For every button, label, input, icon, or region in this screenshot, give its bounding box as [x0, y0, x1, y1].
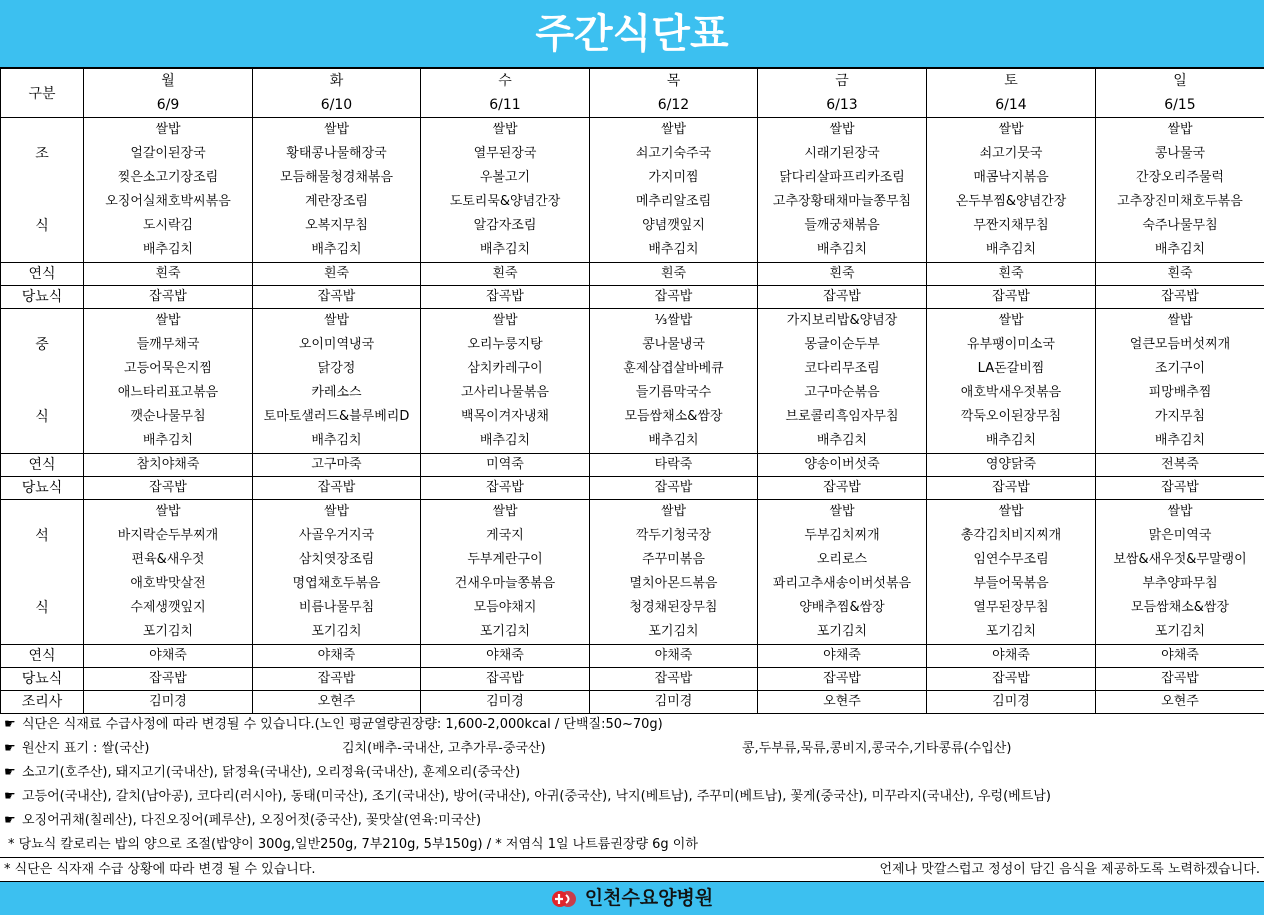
menu-item: 쇠고기숙주국 [635, 146, 712, 161]
menu-item: 고구마순볶음 [804, 385, 880, 400]
soft-diet-item: 야채죽 [590, 645, 758, 668]
header-row [1, 69, 1264, 118]
menu-item: 피망배추찜 [1148, 385, 1212, 400]
menu-item: 고추장황태채마늘쫑무침 [772, 194, 912, 209]
soft-diet-item: 야채죽 [927, 645, 1096, 668]
diabetic-diet-item: 잡곡밥 [421, 477, 590, 500]
breakfast-label [1, 118, 84, 263]
cook-row [1, 691, 1264, 714]
menu-item: 총각김치비지찌개 [960, 528, 1062, 543]
diabetic-diet-item: 잡곡밥 [590, 477, 758, 500]
breakfast-day-cell [758, 118, 927, 263]
cook-name: 오현주 [758, 691, 927, 714]
diabetic-diet-item: 잡곡밥 [927, 477, 1096, 500]
menu-item: 청경채된장무침 [629, 600, 718, 615]
cook-name: 오현주 [253, 691, 421, 714]
diabetic-diet-item: 잡곡밥 [927, 668, 1096, 691]
page-title: 주간식단표 [0, 0, 1264, 68]
cook-name: 김미경 [927, 691, 1096, 714]
menu-item: 알감자조림 [473, 218, 537, 233]
notes-section [0, 713, 1264, 857]
lunch-day-cell [421, 309, 590, 454]
pointing-hand-icon: ☛ [4, 717, 16, 732]
dinner-day-cell [421, 500, 590, 645]
cook-name: 김미경 [421, 691, 590, 714]
menu-item: 토마토샐러드&블루베리D [263, 409, 410, 424]
soft-diet-item: 참치야채죽 [84, 454, 253, 477]
menu-item: 쌀밥 [1167, 313, 1193, 328]
menu-item: 얼큰모듬버섯찌개 [1129, 337, 1231, 352]
menu-item: 쌀밥 [323, 313, 350, 328]
menu-item: 오복지무침 [305, 218, 368, 233]
diabetic-diet-item: 잡곡밥 [1096, 286, 1264, 309]
menu-item: 콩나물냉국 [642, 337, 705, 352]
breakfast-day-cell [927, 118, 1096, 263]
diabetic-diet-item: 잡곡밥 [84, 286, 253, 309]
breakfast-label-bottom: 식 [35, 218, 49, 234]
menu-item: 닭다리살파프리카조림 [779, 170, 905, 185]
cook-label: 조리사 [1, 691, 84, 714]
diabetic-diet-item: 잡곡밥 [253, 286, 421, 309]
menu-item: 도토리묵&양념간장 [449, 194, 561, 209]
menu-item: 꽈리고추새송이버섯볶음 [772, 576, 912, 591]
menu-item: 쌀밥 [1167, 504, 1193, 519]
menu-item: 매콤낙지볶음 [973, 170, 1049, 185]
diabetic-diet-item: 잡곡밥 [253, 477, 421, 500]
breakfast-day-cell [84, 118, 253, 263]
menu-item: 삼치엿장조림 [298, 552, 375, 567]
menu-item: 계란장조림 [305, 194, 368, 209]
menu-item: 모듬해물청경채볶음 [279, 170, 394, 185]
menu-item: 쌀밥 [323, 504, 350, 519]
day-name: 일 [1173, 73, 1187, 89]
diabetic-diet-item: 잡곡밥 [758, 668, 927, 691]
lunch-day-cell [927, 309, 1096, 454]
menu-item: 유부팽이미소국 [967, 337, 1055, 352]
dinner-row [1, 500, 1264, 645]
dinner-label-top: 석 [35, 528, 49, 544]
soft-diet-item: 야채죽 [421, 645, 590, 668]
note-line: ☛ 오징어귀채(칠레산), 다진오징어(페루산), 오징어젓(중국산), 꽃맛살(연육:미국산) [0, 809, 1264, 833]
day-name: 수 [498, 73, 512, 89]
menu-item: 배추김치 [1154, 242, 1206, 257]
diabetic-diet-label: 당뇨식 [1, 286, 84, 309]
menu-item: 쌀밥 [492, 504, 518, 519]
menu-item: 들기름막국수 [635, 385, 712, 400]
menu-item: 명엽채호두볶음 [292, 576, 381, 591]
menu-item: 임연수무조림 [973, 552, 1049, 567]
day-date: 6/12 [657, 97, 690, 113]
breakfast-day-cell [253, 118, 421, 263]
day-name: 금 [835, 73, 849, 89]
menu-item: 무짠지채무침 [973, 218, 1049, 233]
soft-diet-item: 흰죽 [590, 263, 758, 286]
note-line: * 당뇨식 칼로리는 밥의 양으로 조절(밥양이 300g,일반250g, 7부210g, 5부150g) / * 저염식 1일 나트륨권장량 6g 이하 [8, 837, 698, 852]
menu-item: 오리누룽지탕 [467, 337, 543, 352]
menu-item: 수제생깻잎지 [130, 600, 206, 615]
menu-item: 배추김치 [142, 242, 194, 257]
menu-item: 코다리무조림 [804, 361, 880, 376]
menu-table [0, 68, 1264, 714]
menu-item: 황태콩나물해장국 [286, 146, 387, 161]
lunch-soft-diet-row [1, 454, 1264, 477]
menu-item: 두부계란구이 [467, 552, 543, 567]
menu-item: 쌀밥 [660, 122, 687, 137]
brand-bar [0, 881, 1264, 915]
breakfast-diabetic-diet-row [1, 286, 1264, 309]
menu-item: 배추김치 [1154, 433, 1206, 448]
menu-item: 비름나물무침 [298, 600, 375, 615]
menu-item: 쌀밥 [492, 313, 518, 328]
menu-item: 애호박맛살전 [130, 576, 206, 591]
menu-item: 오리로스 [816, 552, 868, 567]
soft-diet-item: 고구마죽 [253, 454, 421, 477]
soft-diet-item: 흰죽 [421, 263, 590, 286]
menu-item: 맑은미역국 [1148, 528, 1212, 543]
day-date: 6/15 [1164, 97, 1196, 113]
lunch-label [1, 309, 84, 454]
menu-item: 쌀밥 [323, 122, 350, 137]
menu-item: 깍두기청국장 [635, 528, 712, 543]
menu-item: 주꾸미볶음 [642, 552, 705, 567]
lunch-row [1, 309, 1264, 454]
menu-item: 쌀밥 [998, 313, 1024, 328]
soft-diet-label: 연식 [1, 263, 84, 286]
menu-item: 모듬쌈채소&쌈장 [624, 409, 723, 424]
footer-disclaimer: * 식단은 식자재 수급 상황에 따라 변경 될 수 있습니다. [4, 862, 316, 877]
hospital-logo-icon [551, 888, 577, 910]
menu-item: 깻순나물무침 [130, 409, 206, 424]
diabetic-diet-item: 잡곡밥 [84, 477, 253, 500]
note-line: ☛ 원산지 표기 : 쌀(국산) 김치(배추-국내산, 고추가루-중국산) 콩,두부류,묵류,콩비지,콩국수,기타콩류(수입산) [0, 737, 1264, 761]
lunch-label-bottom: 식 [35, 409, 49, 425]
menu-item: 포기김치 [1154, 624, 1206, 639]
menu-item: 쌀밥 [155, 122, 181, 137]
menu-item: 쌀밥 [1167, 122, 1193, 137]
menu-item: 애느타리표고볶음 [117, 385, 219, 400]
menu-item: 쌀밥 [998, 504, 1024, 519]
soft-diet-label: 연식 [1, 454, 84, 477]
day-date: 6/14 [995, 97, 1027, 113]
menu-item: LA돈갈비찜 [977, 361, 1045, 376]
soft-diet-label: 연식 [1, 645, 84, 668]
hospital-name: 인천수요양병원 [584, 887, 714, 909]
menu-item: 포기김치 [142, 624, 194, 639]
menu-item: 온두부찜&양념간장 [955, 194, 1067, 209]
menu-item: 배추김치 [648, 242, 699, 257]
soft-diet-item: 흰죽 [927, 263, 1096, 286]
dinner-day-cell [927, 500, 1096, 645]
cook-name: 김미경 [590, 691, 758, 714]
footer [0, 857, 1264, 881]
menu-item: 모듬야채지 [473, 600, 537, 615]
menu-item: 게국지 [486, 528, 524, 543]
menu-item: 간장오리주물럭 [1136, 170, 1224, 185]
menu-item: 훈제삼겹살바베큐 [623, 361, 724, 376]
menu-item: 포기김치 [816, 624, 868, 639]
menu-item: 배추김치 [479, 242, 531, 257]
soft-diet-item: 영양닭죽 [927, 454, 1096, 477]
breakfast-day-cell [421, 118, 590, 263]
lunch-day-cell [758, 309, 927, 454]
day-header [84, 69, 253, 118]
menu-item: 고추장진미채호두볶음 [1117, 194, 1243, 209]
day-name: 토 [1004, 73, 1018, 89]
lunch-day-cell [1096, 309, 1264, 454]
menu-item: 찢은소고기장조림 [117, 170, 219, 185]
pointing-hand-icon: ☛ [4, 741, 16, 756]
menu-item: 열무된장국 [473, 146, 537, 161]
menu-item: 카레소스 [311, 385, 362, 400]
breakfast-day-cell [1096, 118, 1264, 263]
dinner-day-cell [590, 500, 758, 645]
menu-item: 부추양파무침 [1142, 576, 1218, 591]
diabetic-diet-item: 잡곡밥 [84, 668, 253, 691]
day-date: 6/10 [320, 97, 353, 113]
menu-item: 사골우거지국 [298, 528, 375, 543]
menu-item: 가지미찜 [648, 170, 699, 185]
day-header [590, 69, 758, 118]
menu-item: 쌀밥 [492, 122, 518, 137]
menu-item: 들깨궁채볶음 [804, 218, 880, 233]
menu-item: 배추김치 [479, 433, 531, 448]
day-header [1096, 69, 1264, 118]
soft-diet-item: 흰죽 [758, 263, 927, 286]
breakfast-label-top: 조 [35, 146, 49, 162]
diabetic-diet-label: 당뇨식 [1, 477, 84, 500]
soft-diet-item: 흰죽 [253, 263, 421, 286]
menu-item: 열무된장무침 [973, 600, 1049, 615]
menu-item: 메추리알조림 [635, 194, 712, 209]
menu-item: 두부김치찌개 [804, 528, 880, 543]
menu-item: 편육&새우젓 [131, 552, 205, 567]
menu-item: 포기김치 [985, 624, 1037, 639]
soft-diet-item: 흰죽 [1096, 263, 1264, 286]
menu-item: 포기김치 [311, 624, 362, 639]
cook-name: 김미경 [84, 691, 253, 714]
note-line: ☛ 고등어(국내산), 갈치(남아공), 코다리(러시아), 동태(미국산), 조기(국내산), 방어(국내산), 아귀(중국산), 낙지(베트남), 주꾸미(베트남), 꽃게(중국산), 미꾸라지(국내산), 우렁(베트남) [0, 785, 1264, 809]
menu-item: 고사리나물볶음 [461, 385, 549, 400]
dinner-day-cell [1096, 500, 1264, 645]
menu-item: 배추김치 [816, 242, 868, 257]
pointing-hand-icon: ☛ [4, 765, 16, 780]
diabetic-diet-item: 잡곡밥 [421, 668, 590, 691]
dinner-soft-diet-row [1, 645, 1264, 668]
menu-item: 오징어실채호박씨볶음 [105, 194, 231, 209]
menu-item: 배추김치 [648, 433, 699, 448]
soft-diet-item: 야채죽 [84, 645, 253, 668]
menu-item: 백목이겨자냉채 [461, 409, 549, 424]
menu-item: 배추김치 [985, 433, 1037, 448]
diabetic-diet-item: 잡곡밥 [253, 668, 421, 691]
pointing-hand-icon: ☛ [4, 813, 16, 828]
soft-diet-item: 흰죽 [84, 263, 253, 286]
dinner-day-cell [758, 500, 927, 645]
day-header [927, 69, 1096, 118]
menu-item: 포기김치 [648, 624, 699, 639]
menu-item: 쇠고기뭇국 [979, 146, 1043, 161]
dinner-label-bottom: 식 [35, 600, 49, 616]
menu-item: 들깨무채국 [136, 337, 200, 352]
menu-item: 오이미역냉국 [298, 337, 375, 352]
dinner-label [1, 500, 84, 645]
menu-item: 삼치카레구이 [467, 361, 543, 376]
menu-item: 포기김치 [479, 624, 531, 639]
menu-item: 멸치아몬드볶음 [629, 576, 718, 591]
menu-item: 쌀밥 [829, 122, 855, 137]
menu-item: 조기구이 [1154, 361, 1206, 376]
menu-item: 양념깻잎지 [642, 218, 705, 233]
menu-item: 바지락순두부찌개 [117, 528, 219, 543]
day-date: 6/13 [826, 97, 858, 113]
menu-item: 양배추찜&쌈장 [799, 600, 885, 615]
day-header [253, 69, 421, 118]
lunch-diabetic-diet-row [1, 477, 1264, 500]
menu-item: 숙주나물무침 [1142, 218, 1218, 233]
soft-diet-item: 전복죽 [1096, 454, 1264, 477]
diabetic-diet-item: 잡곡밥 [1096, 668, 1264, 691]
menu-item: 닭강정 [317, 361, 356, 376]
diabetic-diet-item: 잡곡밥 [590, 286, 758, 309]
soft-diet-item: 야채죽 [253, 645, 421, 668]
footer-slogan: 언제나 맛깔스럽고 정성이 담긴 음식을 제공하도록 노력하겠습니다. [879, 862, 1260, 877]
lunch-day-cell [253, 309, 421, 454]
soft-diet-item: 야채죽 [758, 645, 927, 668]
menu-item: 배추김치 [816, 433, 868, 448]
menu-item: 가지무침 [1154, 409, 1206, 424]
lunch-day-cell [84, 309, 253, 454]
menu-item: 얼갈이된장국 [130, 146, 206, 161]
menu-item: 쌀밥 [660, 504, 687, 519]
diabetic-diet-item: 잡곡밥 [421, 286, 590, 309]
day-date: 6/9 [156, 97, 180, 113]
menu-item: 브로콜리흑임자무침 [785, 409, 899, 424]
menu-item: 우볼고기 [479, 170, 531, 185]
dinner-diabetic-diet-row [1, 668, 1264, 691]
soft-diet-item: 양송이버섯죽 [758, 454, 927, 477]
menu-item: 쌀밥 [155, 313, 181, 328]
breakfast-row [1, 118, 1264, 263]
breakfast-soft-diet-row [1, 263, 1264, 286]
breakfast-day-cell [590, 118, 758, 263]
menu-item: 쌀밥 [155, 504, 181, 519]
note-line: ☛ 소고기(호주산), 돼지고기(국내산), 닭정육(국내산), 오리정육(국내산), 훈제오리(중국산) [0, 761, 1264, 785]
dinner-day-cell [253, 500, 421, 645]
lunch-day-cell [590, 309, 758, 454]
note-line: ☛ 식단은 식재료 수급사정에 따라 변경될 수 있습니다.(노인 평균열량권장량: 1,600-2,000kcal / 단백질:50~70g) [0, 713, 1264, 737]
diabetic-diet-item: 잡곡밥 [1096, 477, 1264, 500]
menu-item: ⅓쌀밥 [654, 313, 693, 328]
soft-diet-item: 야채죽 [1096, 645, 1264, 668]
menu-item: 고등어묵은지찜 [124, 361, 212, 376]
diabetic-diet-item: 잡곡밥 [758, 477, 927, 500]
menu-item: 가지보리밥&양념장 [786, 313, 898, 328]
menu-item: 보쌈&새우젓&무말랭이 [1113, 552, 1247, 567]
diabetic-diet-item: 잡곡밥 [590, 668, 758, 691]
cook-name: 오현주 [1096, 691, 1264, 714]
menu-item: 깍둑오이된장무침 [960, 409, 1062, 424]
diabetic-diet-label: 당뇨식 [1, 668, 84, 691]
day-name: 목 [666, 73, 681, 89]
day-date: 6/11 [489, 97, 521, 113]
soft-diet-item: 타락죽 [590, 454, 758, 477]
menu-item: 몽글이순두부 [804, 337, 880, 352]
day-header [421, 69, 590, 118]
menu-item: 배추김치 [142, 433, 194, 448]
menu-item: 쌀밥 [998, 122, 1024, 137]
menu-item: 배추김치 [311, 242, 362, 257]
diabetic-diet-item: 잡곡밥 [758, 286, 927, 309]
lunch-label-top: 중 [35, 337, 49, 353]
soft-diet-item: 미역죽 [421, 454, 590, 477]
menu-item: 모듬쌈채소&쌈장 [1130, 600, 1230, 615]
header-label: 구분 [1, 69, 84, 118]
menu-item: 배추김치 [311, 433, 362, 448]
menu-item: 배추김치 [985, 242, 1037, 257]
menu-item: 도시락김 [142, 218, 194, 233]
menu-item: 건새우마늘쫑볶음 [454, 576, 556, 591]
menu-item: 애호박새우젓볶음 [960, 385, 1062, 400]
menu-item: 쌀밥 [829, 504, 855, 519]
menu-item: 시래기된장국 [804, 146, 880, 161]
day-name: 월 [161, 73, 175, 89]
pointing-hand-icon: ☛ [4, 789, 16, 804]
day-header [758, 69, 927, 118]
menu-item: 부들어묵볶음 [973, 576, 1049, 591]
dinner-day-cell [84, 500, 253, 645]
diabetic-diet-item: 잡곡밥 [927, 286, 1096, 309]
menu-item: 콩나물국 [1154, 146, 1206, 161]
day-name: 화 [329, 73, 344, 89]
